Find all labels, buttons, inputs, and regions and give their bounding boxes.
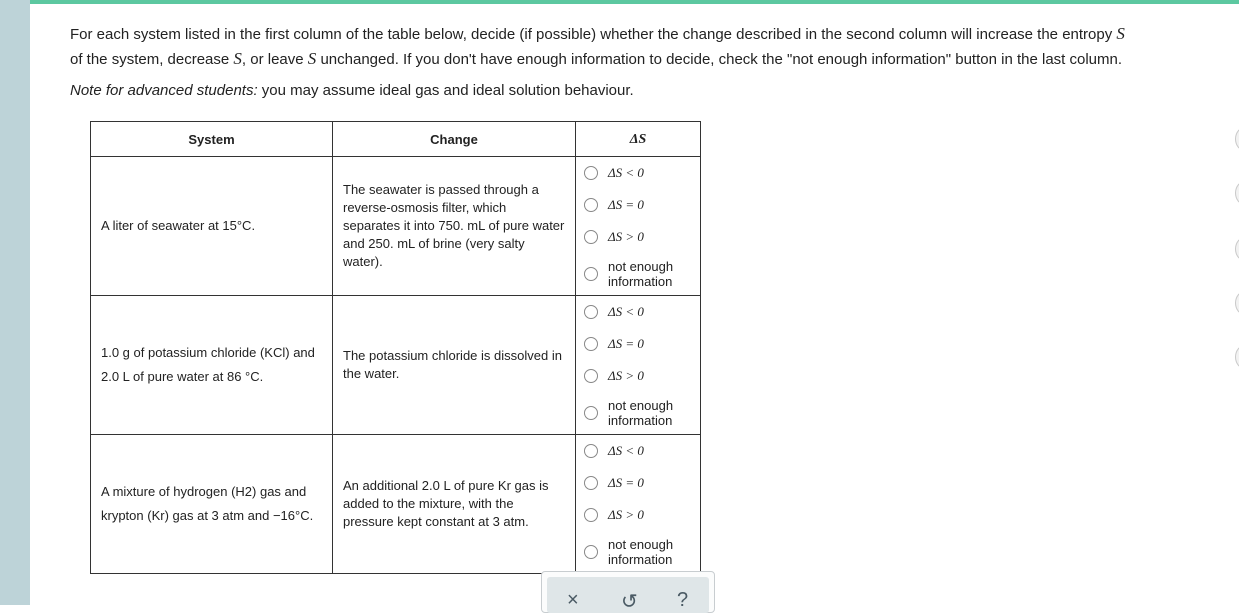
step-dot-icon[interactable] bbox=[1235, 127, 1239, 151]
option-decrease[interactable]: ΔS < 0 bbox=[576, 296, 700, 328]
right-step-indicators bbox=[1235, 0, 1239, 605]
radio-button[interactable] bbox=[584, 198, 598, 212]
step-dot-icon[interactable] bbox=[1235, 291, 1239, 315]
step-dot-icon[interactable] bbox=[1235, 345, 1239, 369]
option-increase[interactable]: ΔS > 0 bbox=[576, 499, 700, 531]
table-row bbox=[91, 435, 701, 574]
instructions-text: For each system listed in the first column of the table below, decide (if possible) whether the change described in the second column will increase the entropy S of the system, decrease S, or leave S unchanged. If you don't have enough information to decide, check the "not enough information" button in the last column. bbox=[70, 24, 1125, 68]
radio-button[interactable] bbox=[584, 369, 598, 383]
clear-icon[interactable]: × bbox=[567, 589, 579, 611]
step-dot-icon[interactable] bbox=[1235, 181, 1239, 205]
radio-button[interactable] bbox=[584, 166, 598, 180]
option-increase[interactable]: ΔS > 0 bbox=[576, 360, 700, 392]
note-text: Note for advanced students: you may assume ideal gas and ideal solution behaviour. bbox=[70, 82, 634, 99]
system-cell: A mixture of hydrogen (H2) gas and krypton (Kr) gas at 3 atm and −16°C. bbox=[91, 435, 333, 574]
header-change: Change bbox=[333, 122, 576, 157]
radio-button[interactable] bbox=[584, 406, 598, 420]
change-cell: The potassium chloride is dissolved in the water. bbox=[333, 296, 576, 435]
option-unchanged[interactable]: ΔS = 0 bbox=[576, 189, 700, 221]
toolbar-panel bbox=[547, 577, 709, 613]
system-cell: 1.0 g of potassium chloride (KCl) and 2.0 L of pure water at 86 °C. bbox=[91, 296, 333, 435]
radio-button[interactable] bbox=[584, 444, 598, 458]
radio-button[interactable] bbox=[584, 545, 598, 559]
option-not-enough-info[interactable]: not enough information bbox=[576, 392, 700, 434]
top-accent-bar bbox=[30, 0, 1239, 4]
answer-cell bbox=[576, 435, 701, 574]
radio-button[interactable] bbox=[584, 508, 598, 522]
table-header-row bbox=[91, 122, 701, 157]
radio-button[interactable] bbox=[584, 305, 598, 319]
change-cell: The seawater is passed through a reverse-osmosis filter, which separates it into 750. mL of pure water and 250. mL of brine (very salty water). bbox=[333, 157, 576, 296]
step-dot-icon[interactable] bbox=[1235, 237, 1239, 261]
radio-button[interactable] bbox=[584, 337, 598, 351]
help-icon[interactable]: ? bbox=[677, 589, 689, 611]
question-prompt bbox=[70, 22, 1220, 99]
table-row bbox=[91, 157, 701, 296]
entropy-table bbox=[90, 121, 701, 574]
left-sidebar bbox=[0, 0, 30, 605]
option-unchanged[interactable]: ΔS = 0 bbox=[576, 328, 700, 360]
option-increase[interactable]: ΔS > 0 bbox=[576, 221, 700, 253]
option-not-enough-info[interactable]: not enough information bbox=[576, 253, 700, 295]
radio-button[interactable] bbox=[584, 476, 598, 490]
change-cell: An additional 2.0 L of pure Kr gas is added to the mixture, with the pressure kept constant at 3 atm. bbox=[333, 435, 576, 574]
undo-icon[interactable]: ↺ bbox=[621, 591, 638, 613]
radio-button[interactable] bbox=[584, 267, 598, 281]
answer-toolbar bbox=[541, 571, 715, 613]
header-system: System bbox=[91, 122, 333, 157]
option-decrease[interactable]: ΔS < 0 bbox=[576, 435, 700, 467]
table-row bbox=[91, 296, 701, 435]
header-delta-s: ΔS bbox=[576, 122, 701, 157]
system-cell: A liter of seawater at 15°C. bbox=[91, 157, 333, 296]
answer-cell bbox=[576, 296, 701, 435]
option-unchanged[interactable]: ΔS = 0 bbox=[576, 467, 700, 499]
option-decrease[interactable]: ΔS < 0 bbox=[576, 157, 700, 189]
radio-button[interactable] bbox=[584, 230, 598, 244]
option-not-enough-info[interactable]: not enough information bbox=[576, 531, 700, 573]
answer-cell bbox=[576, 157, 701, 296]
